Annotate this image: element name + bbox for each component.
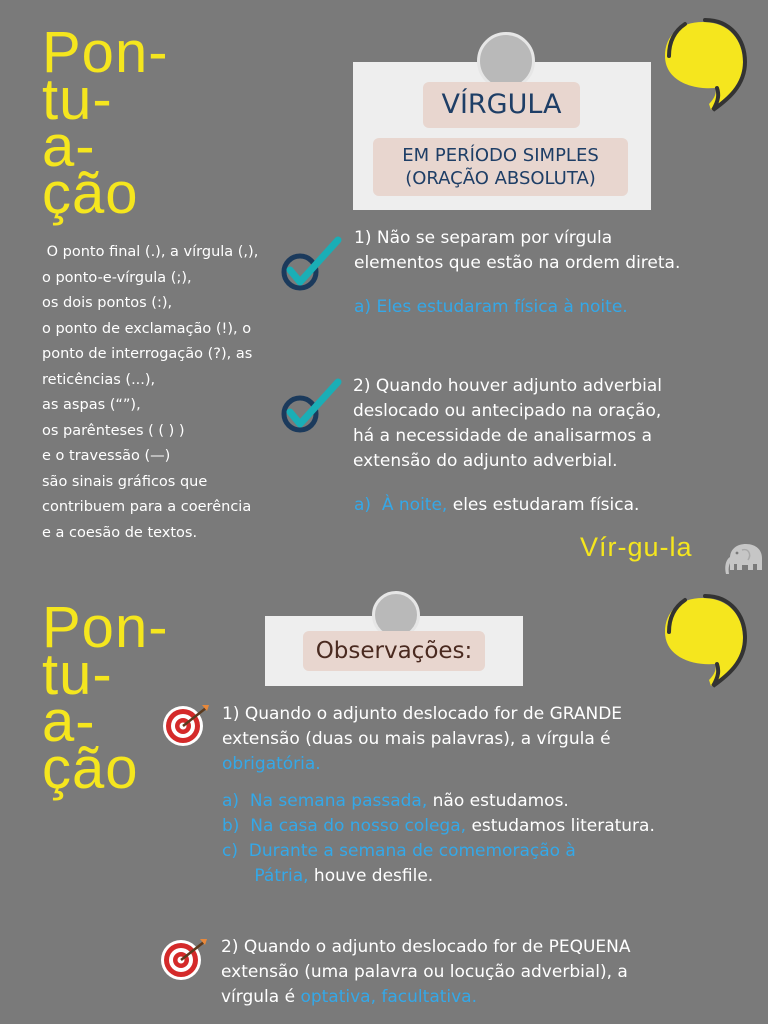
obs-line-highlight: optativa, facultativa. <box>300 987 478 1007</box>
example-rest: não estudamos. <box>427 791 569 811</box>
observacoes-card <box>265 616 523 686</box>
example-rest: estudamos literatura. <box>466 816 655 836</box>
intro-line: o ponto de exclamação (!), o <box>42 320 252 337</box>
check-circle-icon <box>278 374 344 436</box>
example-adjunct: c) Durante a semana de comemoração à <box>222 841 576 861</box>
quote-mark-icon <box>655 14 751 114</box>
card-subheading <box>373 138 628 196</box>
example-rest: eles estudaram física. <box>447 495 640 515</box>
rule-line: 2) Quando houver adjunto adverbial <box>353 376 662 396</box>
rule-line: extensão do adjunto adverbial. <box>353 451 618 471</box>
title-line: a- <box>42 114 96 179</box>
rule-2-example <box>354 493 639 518</box>
example-line <box>222 814 655 839</box>
target-icon <box>158 936 210 982</box>
intro-line: os parênteses ( ( ) ) <box>42 422 185 439</box>
rule-line: elementos que estão na ordem direta. <box>354 253 681 273</box>
intro-line: os dois pontos (:), <box>42 295 173 311</box>
example-line <box>222 839 655 864</box>
rule-line: 1) Não se separam por vírgula <box>354 228 613 248</box>
example-adjunct: a) À noite, <box>354 495 448 515</box>
quote-mark-icon <box>655 590 751 690</box>
title-line: Pon- <box>42 20 169 85</box>
intro-line: o ponto-e-vírgula (;), <box>42 269 192 286</box>
intro-line: contribuem para a coerência <box>42 499 252 515</box>
title-line: tu- <box>42 642 113 707</box>
obs-line: extensão (duas ou mais palavras), a vírgula é <box>222 729 611 749</box>
elephant-icon <box>722 540 768 578</box>
example-adjunct: a) Na semana passada, <box>222 791 428 811</box>
section1-title <box>42 20 169 226</box>
virgula-card <box>353 62 651 210</box>
intro-line: reticências (...), <box>42 371 156 388</box>
title-line: ção <box>42 736 139 801</box>
title-line: ção <box>42 161 139 226</box>
intro-line: as aspas (“”), <box>42 397 141 413</box>
footer-word: Vír-gu-la <box>580 532 693 562</box>
rule-line: há a necessidade de analisarmos a <box>353 426 653 446</box>
obs-line: 2) Quando o adjunto deslocado for de PEQUENA <box>221 937 631 957</box>
example-adjunct: b) Na casa do nosso colega, <box>222 816 467 836</box>
example-line <box>222 864 655 889</box>
rule-2 <box>353 374 662 474</box>
observation-1 <box>222 702 622 777</box>
rule-line: deslocado ou antecipado na oração, <box>353 401 662 421</box>
card-subheading-line: EM PERÍODO SIMPLES <box>402 145 599 166</box>
check-circle-icon <box>278 232 344 294</box>
intro-line: e a coesão de textos. <box>42 524 198 541</box>
rule-1 <box>354 226 680 276</box>
card-subheading-line: (ORAÇÃO ABSOLUTA) <box>405 168 596 189</box>
intro-line: e o travessão (—) <box>42 448 171 464</box>
obs-line <box>221 985 630 1010</box>
card-heading: VÍRGULA <box>423 82 580 128</box>
title-line: a- <box>42 689 96 754</box>
title-line: tu- <box>42 67 113 132</box>
obs-line: 1) Quando o adjunto deslocado for de GRANDE <box>222 704 623 724</box>
example-adjunct: Pátria, <box>222 866 309 886</box>
observation-2 <box>221 935 630 1010</box>
intro-line: O ponto final (.), a vírgula (,), <box>42 244 259 260</box>
obs-text: vírgula é <box>221 987 301 1007</box>
example-rest: houve desfile. <box>308 866 434 886</box>
card-heading: Observações: <box>303 631 485 671</box>
obs-line: extensão (uma palavra ou locução adverbial), a <box>221 962 628 982</box>
target-icon <box>160 702 212 748</box>
rule-1-example: a) Eles estudaram física à noite. <box>354 297 628 317</box>
observation-1-examples <box>222 789 655 889</box>
intro-line: são sinais gráficos que <box>42 473 208 490</box>
intro-line: ponto de interrogação (?), as <box>42 346 253 362</box>
title-line: Pon- <box>42 595 169 660</box>
section2-title <box>42 595 169 801</box>
obs-line-highlight: obrigatória. <box>222 754 321 774</box>
example-line <box>222 789 655 814</box>
intro-paragraph <box>42 240 272 546</box>
